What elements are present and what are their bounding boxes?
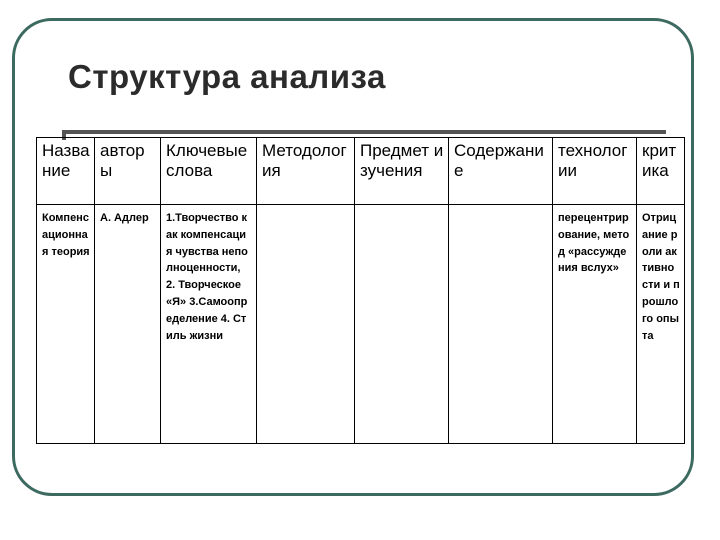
header-cell-keywords: Ключевые слова bbox=[161, 138, 257, 205]
cell-name: Компенсационная теория bbox=[37, 205, 95, 444]
analysis-table bbox=[36, 137, 685, 444]
cell-keywords: 1.Творчество как компенсация чувства неполноценности, 2. Творческое «Я» 3.Самоопределение 4. Стиль жизни bbox=[161, 205, 257, 444]
header-cell-technologies: технологии bbox=[553, 138, 637, 205]
cell-authors: А. Адлер bbox=[95, 205, 161, 444]
header-cell-content: Содержание bbox=[449, 138, 553, 205]
slide-title: Структура анализа bbox=[68, 58, 386, 95]
cell-criticism: Отрицание роли активности и прошлого опыта bbox=[637, 205, 685, 444]
table-row bbox=[37, 205, 685, 444]
cell-technologies: перецентрирование, метод «рассуждения вслух» bbox=[553, 205, 637, 444]
cell-methodology bbox=[257, 205, 355, 444]
cell-content bbox=[449, 205, 553, 444]
header-cell-authors: авторы bbox=[95, 138, 161, 205]
header-cell-criticism: критика bbox=[637, 138, 685, 205]
table-header-row bbox=[37, 138, 685, 205]
header-cell-methodology: Методология bbox=[257, 138, 355, 205]
header-cell-subject: Предмет изучения bbox=[355, 138, 449, 205]
cell-subject bbox=[355, 205, 449, 444]
header-cell-name: Название bbox=[37, 138, 95, 205]
title-underline bbox=[62, 130, 666, 134]
